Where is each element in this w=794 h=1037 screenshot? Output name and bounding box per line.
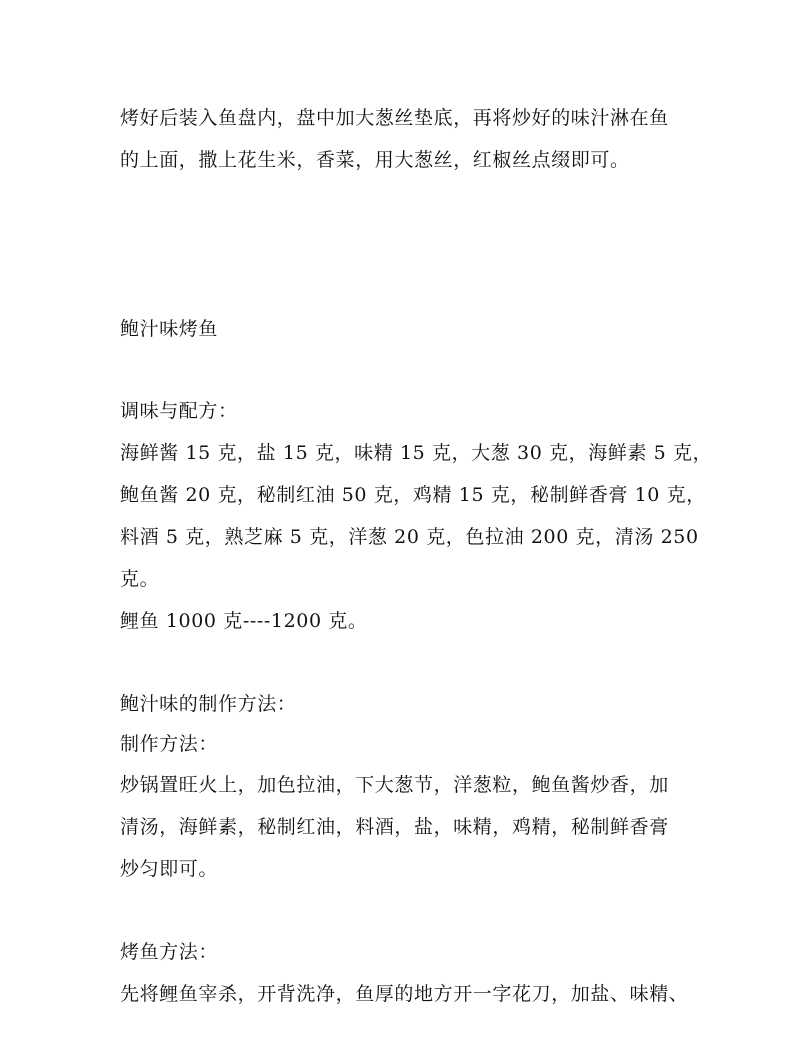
seasoning-line-3: 料酒 5 克，熟芝麻 5 克，洋葱 20 克，色拉油 200 克，清汤 250 — [120, 526, 699, 548]
seasoning-heading: 调味与配方： — [120, 400, 238, 422]
seasoning-line-4: 克。 — [120, 568, 160, 590]
sauce-subheading: 制作方法： — [120, 733, 219, 755]
sauce-line-3: 炒匀即可。 — [120, 858, 219, 880]
sauce-heading: 鲍汁味的制作方法： — [120, 693, 297, 715]
sauce-line-1: 炒锅置旺火上，加色拉油，下大葱节，洋葱粒，鲍鱼酱炒香，加 — [120, 774, 669, 796]
seasoning-line-2: 鲍鱼酱 20 克，秘制红油 50 克，鸡精 15 克，秘制鲜香膏 10 克， — [120, 484, 706, 506]
roast-line-1: 先将鲤鱼宰杀，开背洗净，鱼厚的地方开一字花刀，加盐、味精、 — [120, 983, 689, 1005]
intro-line-1: 烤好后装入鱼盘内，盘中加大葱丝垫底，再将炒好的味汁淋在鱼 — [120, 107, 669, 129]
recipe-title: 鲍汁味烤鱼 — [120, 318, 219, 340]
intro-line-2: 的上面，撒上花生米，香菜，用大葱丝，红椒丝点缀即可。 — [120, 149, 630, 171]
roast-heading: 烤鱼方法： — [120, 941, 219, 963]
sauce-line-2: 清汤，海鲜素，秘制红油，料酒，盐，味精，鸡精，秘制鲜香膏 — [120, 816, 669, 838]
seasoning-line-1: 海鲜酱 15 克，盐 15 克，味精 15 克，大葱 30 克，海鲜素 5 克， — [120, 442, 713, 464]
seasoning-line-5: 鲤鱼 1000 克----1200 克。 — [120, 610, 368, 632]
